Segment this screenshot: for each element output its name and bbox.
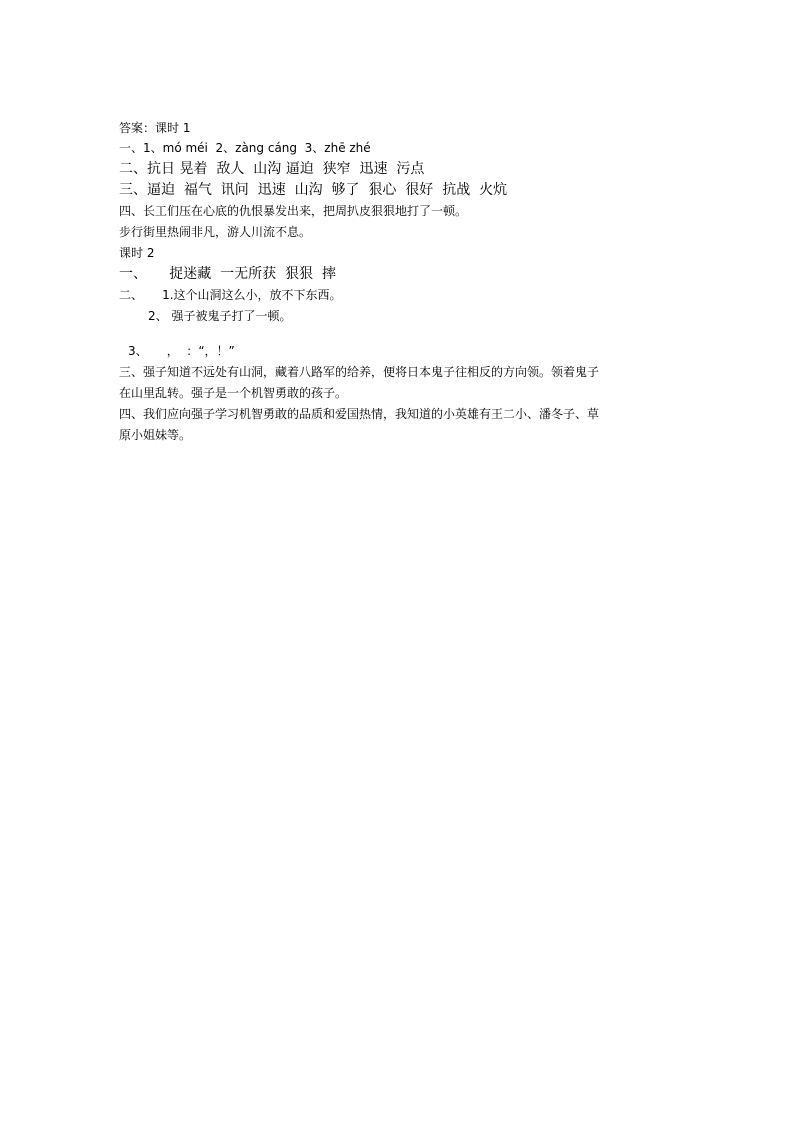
lesson2-line-sentence-2: 2、 强子被鬼子打了一顿。 [148, 309, 292, 323]
lesson1-line-sentence-1: 四、长工们压在心底的仇恨暴发出来，把周扒皮狠狠地打了一顿。 [119, 204, 468, 218]
lesson2-line-punctuation: 3、 ， ：“，！” [128, 344, 235, 358]
lesson2-line-paragraph-2a: 四、我们应向强子学习机智勇敢的品质和爱国热情，我知道的小英雄有王二小、潘冬子、草 [119, 407, 600, 421]
lesson2-line2-prefix: 二、 [119, 288, 163, 302]
lesson1-line-pinyin [119, 138, 371, 158]
lesson2-line-words: 一、 捉迷藏 一无所获 狠狠 摔 [119, 266, 336, 282]
answer-header: 答案：课时 1 [119, 121, 191, 135]
lesson1-line1-prefix: 一、1、 [119, 141, 163, 155]
lesson1-line-words: 二、抗日 晃着 敌人 山沟 逼迫 狭窄 迅速 污点 [119, 161, 425, 177]
lesson1-line-sentence-2: 步行街里热闹非凡，游人川流不息。 [119, 225, 312, 239]
lesson2-line-paragraph-1a: 三、强子知道不远处有山洞，藏着八路军的给养，便将日本鬼子往相反的方向领。领着鬼子 [119, 365, 600, 379]
lesson1-line-homophones: 三、逼迫 福气 讯问 迅速 山沟 够了 狠心 很好 抗战 火炕 [119, 182, 508, 198]
lesson2-header: 课时 2 [119, 246, 155, 260]
lesson2-line-sentence-1 [119, 285, 342, 305]
lesson2-line2-text: 1.这个山洞这么小，放不下东西。 [162, 288, 342, 302]
lesson1-line1-pinyin: mó méi 2、zàng cáng 3、zhē zhé [162, 141, 371, 155]
lesson2-line-paragraph-1b: 在山里乱转。强子是一个机智勇敢的孩子。 [119, 386, 348, 400]
lesson2-line-paragraph-2b: 原小姐妹等。 [119, 428, 192, 442]
